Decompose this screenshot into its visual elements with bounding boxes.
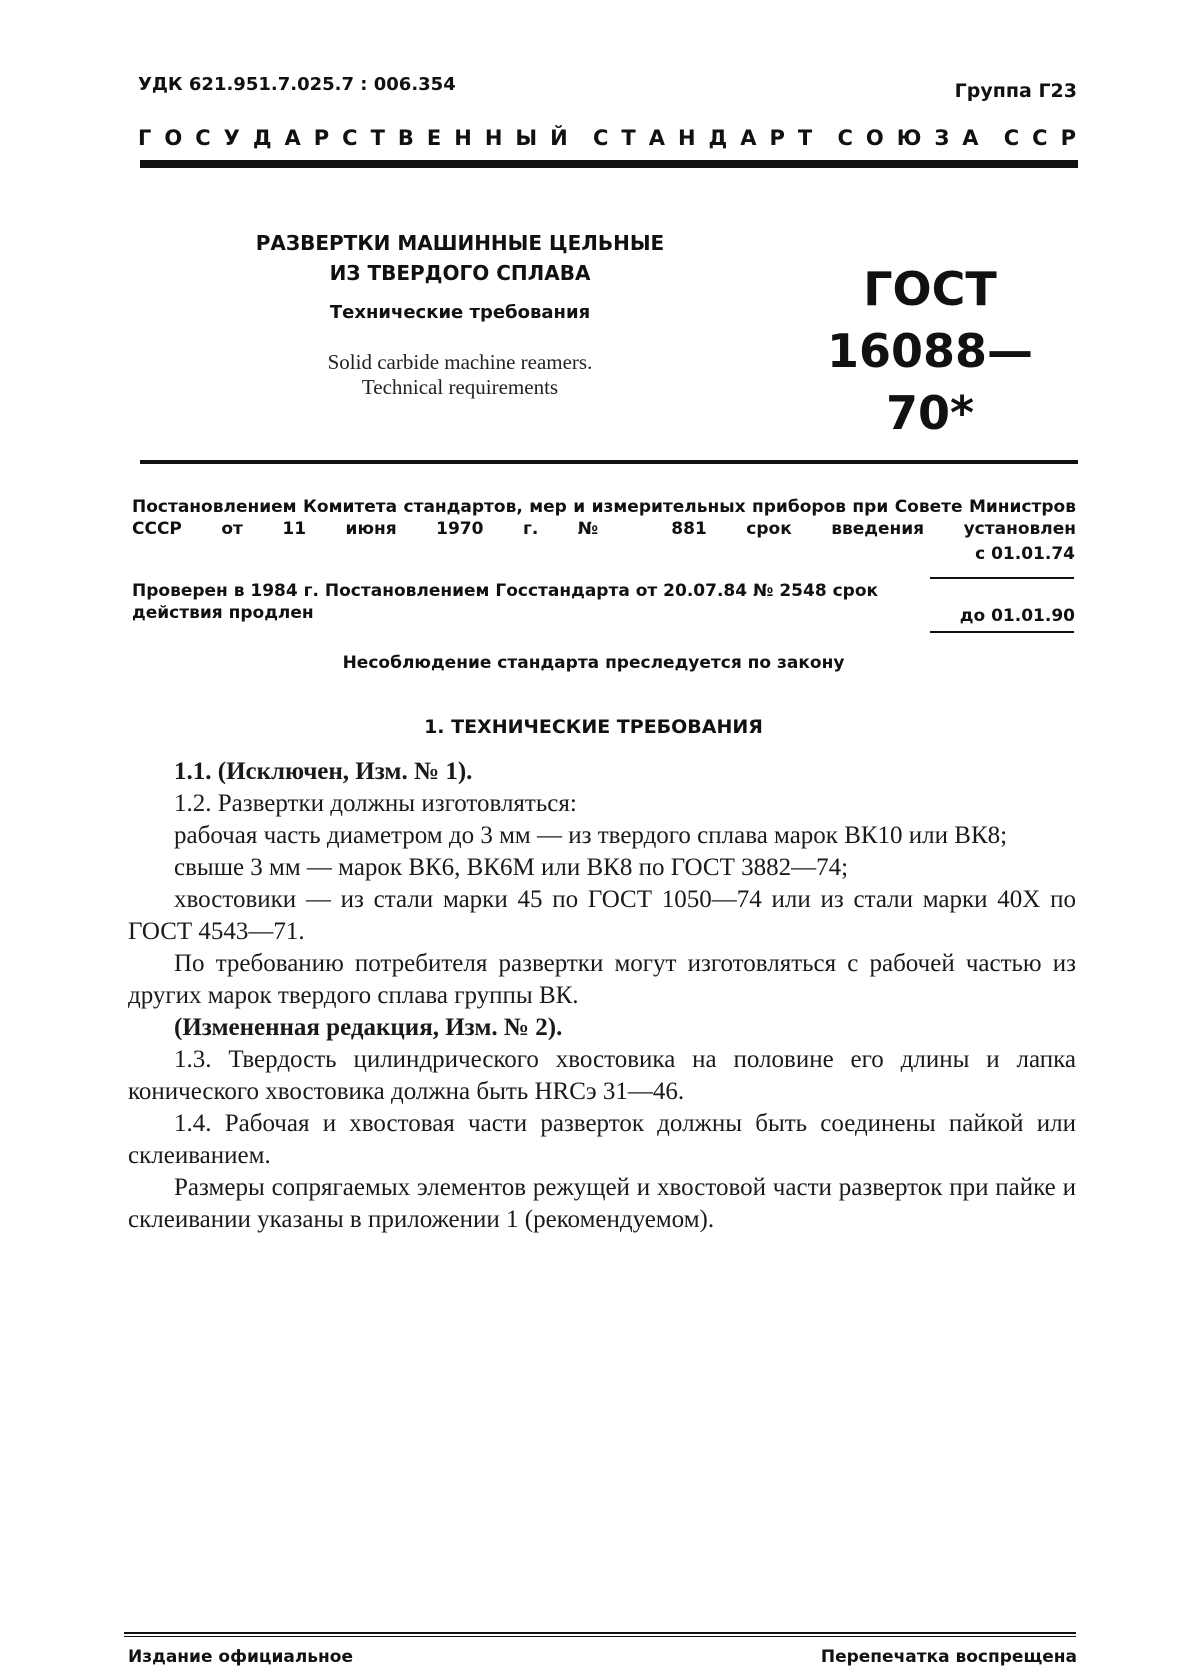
decree-text: Постановлением Комитета стандартов, мер и измерительных приборов при Совете Министров СССР от 11 июня 1970 г. № 881 срок введения установлен <box>132 497 1076 539</box>
group-code: Группа Г23 <box>954 80 1077 102</box>
english-title-line: Technical requirements <box>361 375 559 399</box>
title-line: РАЗВЕРТКИ МАШИННЫЕ ЦЕЛЬНЫЕ <box>255 231 665 255</box>
reprint-notice: Перепечатка воспрещена <box>820 1647 1077 1667</box>
section-body <box>128 756 1076 1236</box>
standard-banner <box>138 126 1089 150</box>
footer-rule <box>124 1636 1076 1637</box>
paragraph: хвостовики — из стали марки 45 по ГОСТ 1050—74 или из стали марки 40Х по ГОСТ 4543—71. <box>128 886 1076 945</box>
title-rule <box>140 460 1078 464</box>
paragraph: рабочая часть диаметром до 3 мм — из твердого сплава марок ВК10 или ВК8; <box>174 822 1008 849</box>
section-title: 1. ТЕХНИЧЕСКИЕ ТРЕБОВАНИЯ <box>424 716 763 738</box>
english-title <box>240 350 680 400</box>
header-rule <box>140 160 1078 168</box>
gost-designation <box>800 258 1060 444</box>
extension-date: до 01.01.90 <box>959 606 1075 626</box>
banner-word: СТАНДАРТ <box>592 126 826 150</box>
gost-number: 16088—70* <box>826 324 1034 440</box>
banner-word: ГОСУДАРСТВЕННЫЙ <box>138 126 581 150</box>
law-notice: Несоблюдение стандарта преследуется по закону <box>342 653 845 673</box>
footer-rule <box>124 1632 1076 1634</box>
banner-word: ССР <box>1003 126 1089 150</box>
udk-code: УДК 621.951.7.025.7 : 006.354 <box>138 74 456 95</box>
banner-word: СОЮЗА <box>837 126 992 150</box>
paragraph: Размеры сопрягаемых элементов режущей и хвостовой части разверток при пайке и склеивании указаны в приложении 1 (рекомендуемом). <box>128 1174 1076 1233</box>
document-subtitle: Технические требования <box>329 302 591 323</box>
paragraph: 1.3. Твердость цилиндрического хвостовика на половине его длины и лапка конического хвостовика должна быть HRCэ 31—46. <box>128 1046 1076 1105</box>
paragraph: 1.1. (Исключен, Изм. № 1). <box>174 758 473 785</box>
paragraph: 1.2. Развертки должны изготовляться: <box>174 790 577 817</box>
title-line: ИЗ ТВЕРДОГО СПЛАВА <box>329 261 591 285</box>
date-underline <box>930 577 1074 579</box>
official-edition: Издание официальное <box>128 1647 354 1667</box>
paragraph: 1.4. Рабочая и хвостовая части разверток должны быть соединены пайкой или склеиванием. <box>128 1110 1076 1169</box>
introduction-date: с 01.01.74 <box>975 544 1075 564</box>
checked-text: Проверен в 1984 г. Постановлением Госстандарта от 20.07.84 № 2548 срок действия продлен <box>132 581 879 623</box>
date-underline <box>930 631 1074 633</box>
paragraph: свыше 3 мм — марок ВК6, ВК6М или ВК8 по ГОСТ 3882—74; <box>174 854 849 881</box>
paragraph: По требованию потребителя развертки могут изготовляться с рабочей частью из других марок твердого сплава группы ВК. <box>128 950 1076 1009</box>
english-title-line: Solid carbide machine reamers. <box>327 350 593 374</box>
paragraph: (Измененная редакция, Изм. № 2). <box>174 1014 563 1041</box>
gost-label: ГОСТ <box>863 262 997 316</box>
document-title <box>240 228 680 288</box>
